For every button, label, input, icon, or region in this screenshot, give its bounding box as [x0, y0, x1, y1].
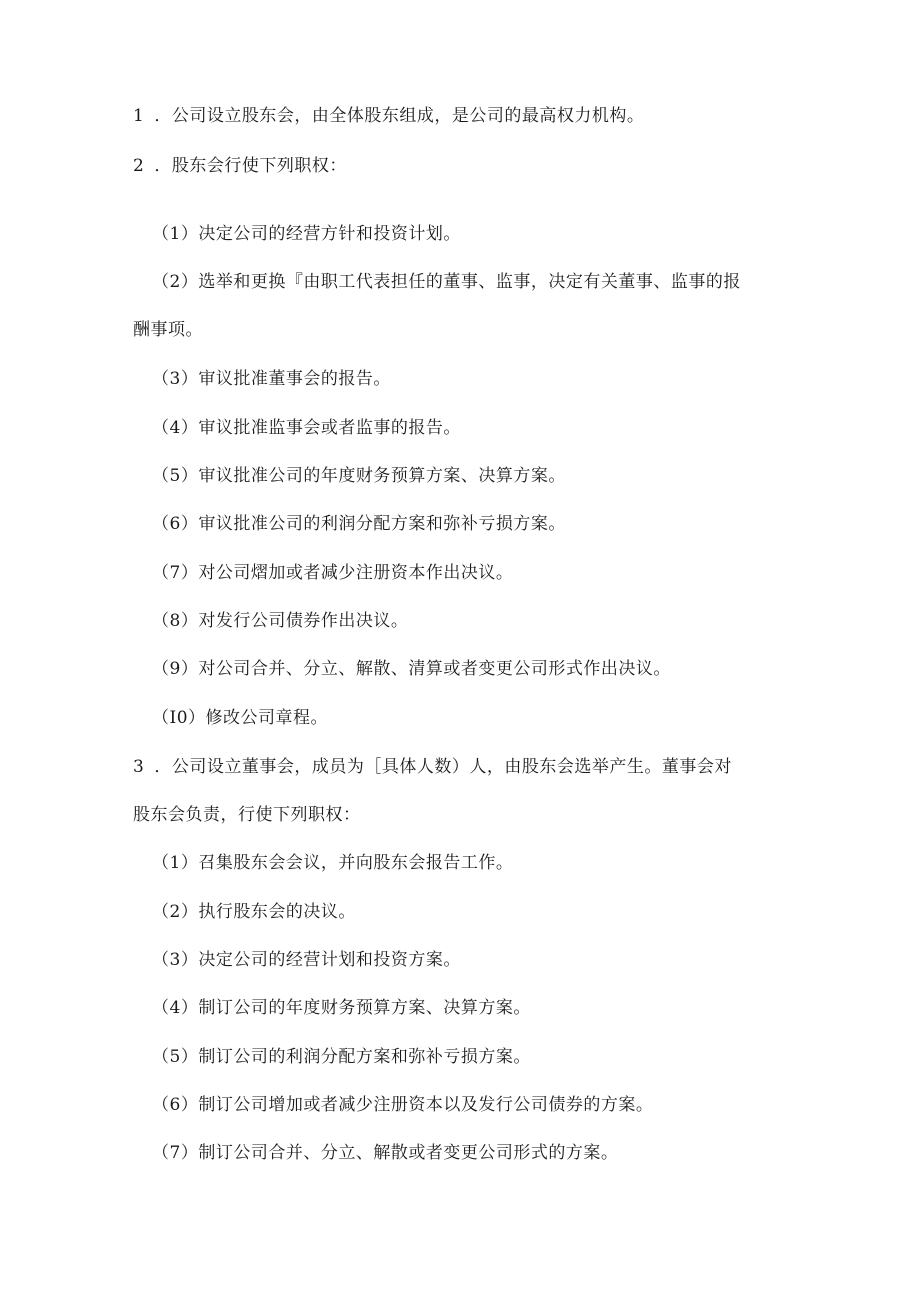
list-item: （1）决定公司的经营方针和投资计划。 [152, 224, 461, 244]
list-item: （7）对公司熠加或者减少注册资本作出决议。 [152, 563, 514, 583]
list-item: （9）对公司合并、分立、解散、清算或者变更公司形式作出决议。 [152, 659, 671, 679]
clause-number: 1 [133, 106, 145, 126]
clause-text: ．股东会行使下列职权： [154, 156, 347, 176]
list-item: （6）制订公司增加或者减少注册资本以及发行公司债券的方案。 [152, 1095, 654, 1115]
list-item: （2）选举和更换『由职工代表担任的董事、监事，决定有关董事、监事的报 [152, 272, 741, 292]
list-item: （3）决定公司的经营计划和投资方案。 [152, 950, 461, 970]
clause-number: 3 [133, 757, 145, 777]
list-item: （8）对发行公司债券作出决议。 [152, 611, 409, 631]
list-item: （4）审议批准监事会或者监事的报告。 [152, 418, 461, 438]
list-item-continuation: 酬事项。 [133, 320, 203, 340]
list-item: （I0）修改公司章程。 [152, 708, 329, 728]
list-item: （6）审议批准公司的利润分配方案和弥补亏损方案。 [152, 514, 566, 534]
list-item: （5）制订公司的利润分配方案和弥补亏损方案。 [152, 1047, 531, 1067]
list-item: （3）审议批准董事会的报告。 [152, 369, 391, 389]
clause-2 [133, 154, 347, 178]
list-item: （1）召集股东会会议，并向股东会报告工作。 [152, 853, 514, 873]
clause-continuation: 股东会负责，行使下列职权： [133, 805, 361, 825]
clause-number: 2 [133, 156, 145, 176]
clause-text: ．公司设立股东会，由全体股东组成，是公司的最高权力机构。 [154, 106, 645, 126]
clause-text: ．公司设立董事会，成员为［具体人数）人，由股东会选举产生。董事会对 [154, 757, 732, 777]
clause-3 [133, 755, 732, 779]
list-item: （7）制订公司合并、分立、解散或者变更公司形式的方案。 [152, 1143, 619, 1163]
list-item: （4）制订公司的年度财务预算方案、决算方案。 [152, 998, 531, 1018]
list-item: （5）审议批准公司的年度财务预算方案、决算方案。 [152, 466, 566, 486]
clause-1 [133, 104, 644, 128]
list-item: （2）执行股东会的决议。 [152, 902, 356, 922]
